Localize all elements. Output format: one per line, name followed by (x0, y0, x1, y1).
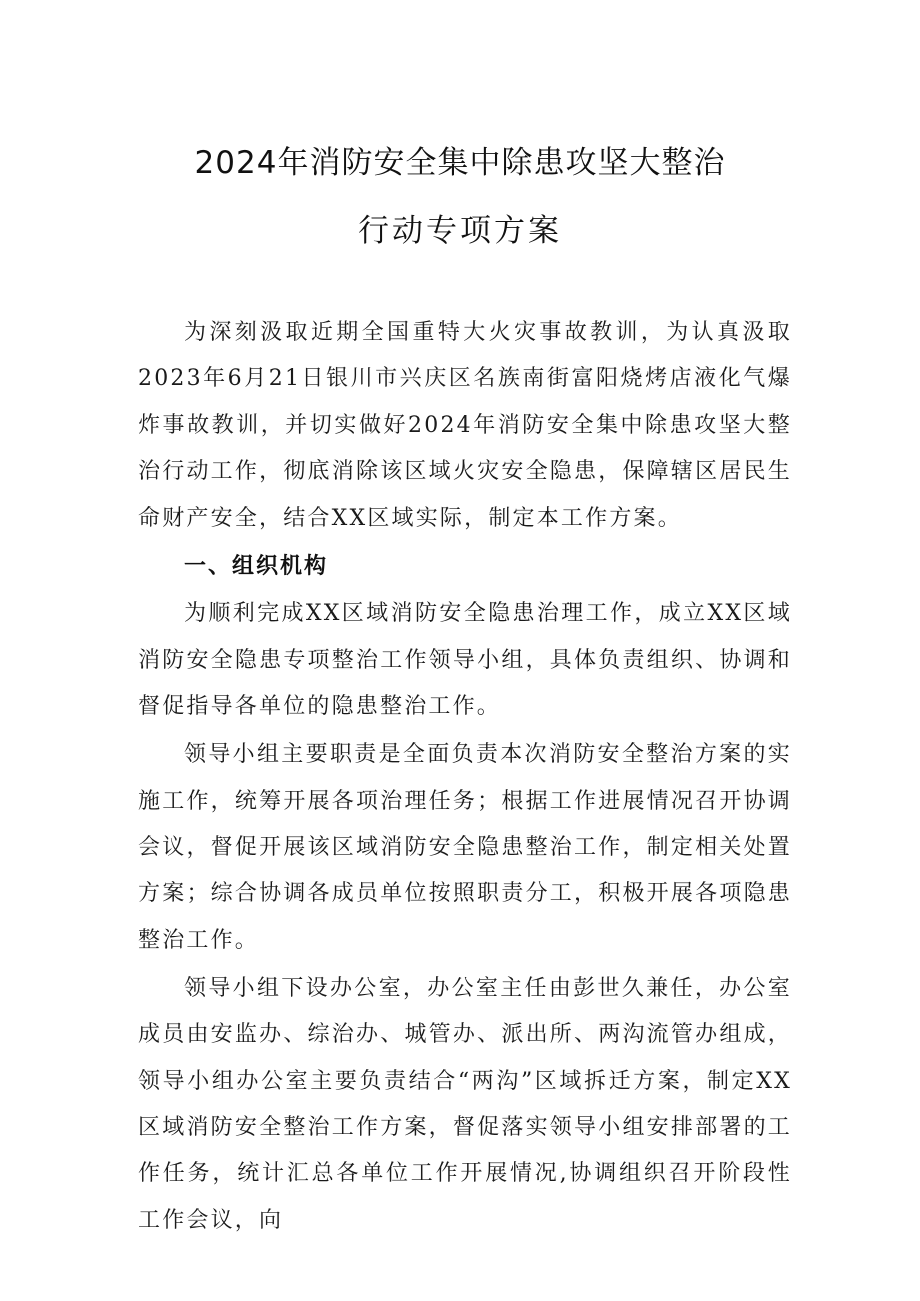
paragraph-office: 领导小组下设办公室，办公室主任由彭世久兼任，办公室成员由安监办、综治办、城管办、派出所、两沟流管办组成，领导小组办公室主要负责结合“两沟”区域拆迁方案，制定XX区域消防安全整治工作方案，督促落实领导小组安排部署的工作任务，统计汇总各单位工作开展情况,协调组织召开阶段性工作会议，向 (138, 975, 792, 1233)
document-title-line-1: 2024年消防安全集中除患攻坚大整治 (194, 145, 726, 181)
document-body (138, 310, 792, 1244)
paragraph-establish-group: 为顺利完成XX区域消防安全隐患治理工作，成立XX区域消防安全隐患专项整治工作领导小组，具体负责组织、协调和督促指导各单位的隐患整治工作。 (138, 601, 792, 720)
paragraph-group-duties: 领导小组主要职责是全面负责本次消防安全整治方案的实施工作，统筹开展各项治理任务；根据工作进展情况召开协调会议，督促开展该区域消防安全隐患整治工作，制定相关处置方案；综合协调各成员单位按照职责分工，积极开展各项隐患整治工作。 (138, 742, 792, 953)
section-heading-organization: 一、组织机构 (184, 553, 329, 579)
intro-paragraph: 为深刻汲取近期全国重特大火灾事故教训，为认真汲取2023年6月21日银川市兴庆区名族南街富阳烧烤店液化气爆炸事故教训，并切实做好2024年消防安全集中除患攻坚大整治行动工作，彻底消除该区域火灾安全隐患，保障辖区居民生命财产安全，结合XX区域实际，制定本工作方案。 (138, 320, 792, 531)
document-title-line-2: 行动专项方案 (358, 213, 562, 249)
